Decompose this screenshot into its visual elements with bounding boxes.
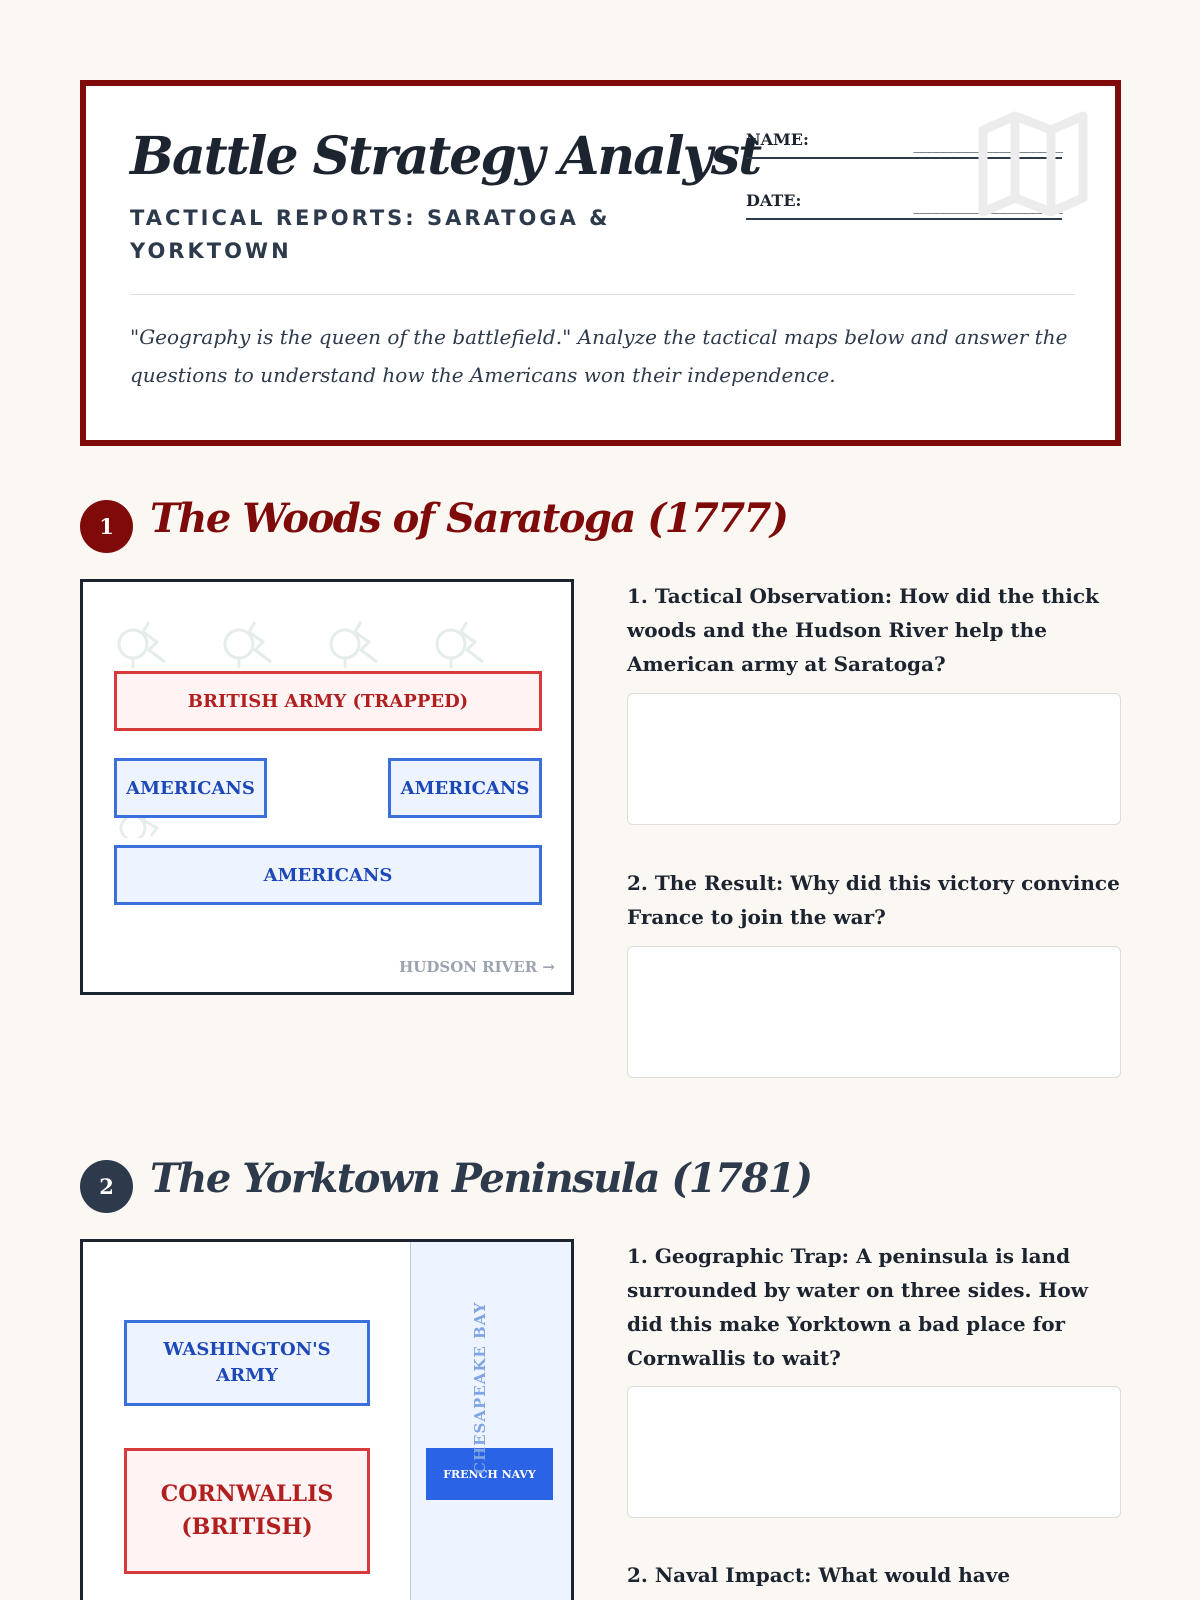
saratoga-question-1: 1. Tactical Observation: How did the thick woods and the Hudson River help the American army at Saratoga? [627,584,1099,676]
worksheet-title: Battle Strategy Analyst [130,126,761,187]
section-2-title: The Yorktown Peninsula (1781) [150,1155,812,1202]
saratoga-map [80,579,574,995]
header-card [80,80,1121,446]
date-blank: ____________________ [913,198,1062,214]
saratoga-answer-1[interactable] [627,693,1121,825]
worksheet-subtitle: TACTICAL REPORTS: SARATOGA & YORKTOWN [130,206,611,263]
americans-bottom-unit: AMERICANS [114,845,542,905]
washington-army-unit: WASHINGTON'S ARMY [124,1320,370,1406]
intro-text: "Geography is the queen of the battlefield." Analyze the tactical maps below and answer the questions to understand how the Americans won their independence. [130,325,1068,387]
chesapeake-bay-label: CHESAPEAKE BAY [471,1301,489,1474]
yorktown-answer-1[interactable] [627,1386,1121,1518]
forest-trees-icon [113,614,533,670]
french-navy-unit: FRENCH NAVY [426,1448,553,1500]
yorktown-map [80,1239,574,1600]
saratoga-question-2: 2. The Result: Why did this victory convince France to join the war? [627,871,1120,929]
yorktown-question-2: 2. Naval Impact: What would have [627,1563,1011,1587]
british-army-unit: BRITISH ARMY (TRAPPED) [114,671,542,731]
map-icon [977,110,1089,218]
cornwallis-army-unit: CORNWALLIS (BRITISH) [124,1448,370,1574]
name-label: NAME: [746,130,809,149]
section-2-number: 2 [80,1160,133,1213]
hudson-river-label: HUDSON RIVER → [399,958,555,976]
americans-left-unit: AMERICANS [114,758,267,818]
section-1-title: The Woods of Saratoga (1777) [150,495,788,542]
chesapeake-bay-water [410,1242,571,1600]
yorktown-question-1: 1. Geographic Trap: A peninsula is land surrounded by water on three sides. How did this make Yorktown a bad place for Cornwallis to wait? [627,1244,1088,1370]
saratoga-answer-2[interactable] [627,946,1121,1078]
americans-right-unit: AMERICANS [388,758,542,818]
date-label: DATE: [746,191,802,210]
name-blank: ____________________ [913,137,1062,153]
header-divider [130,294,1075,295]
section-1-number: 1 [80,500,133,553]
